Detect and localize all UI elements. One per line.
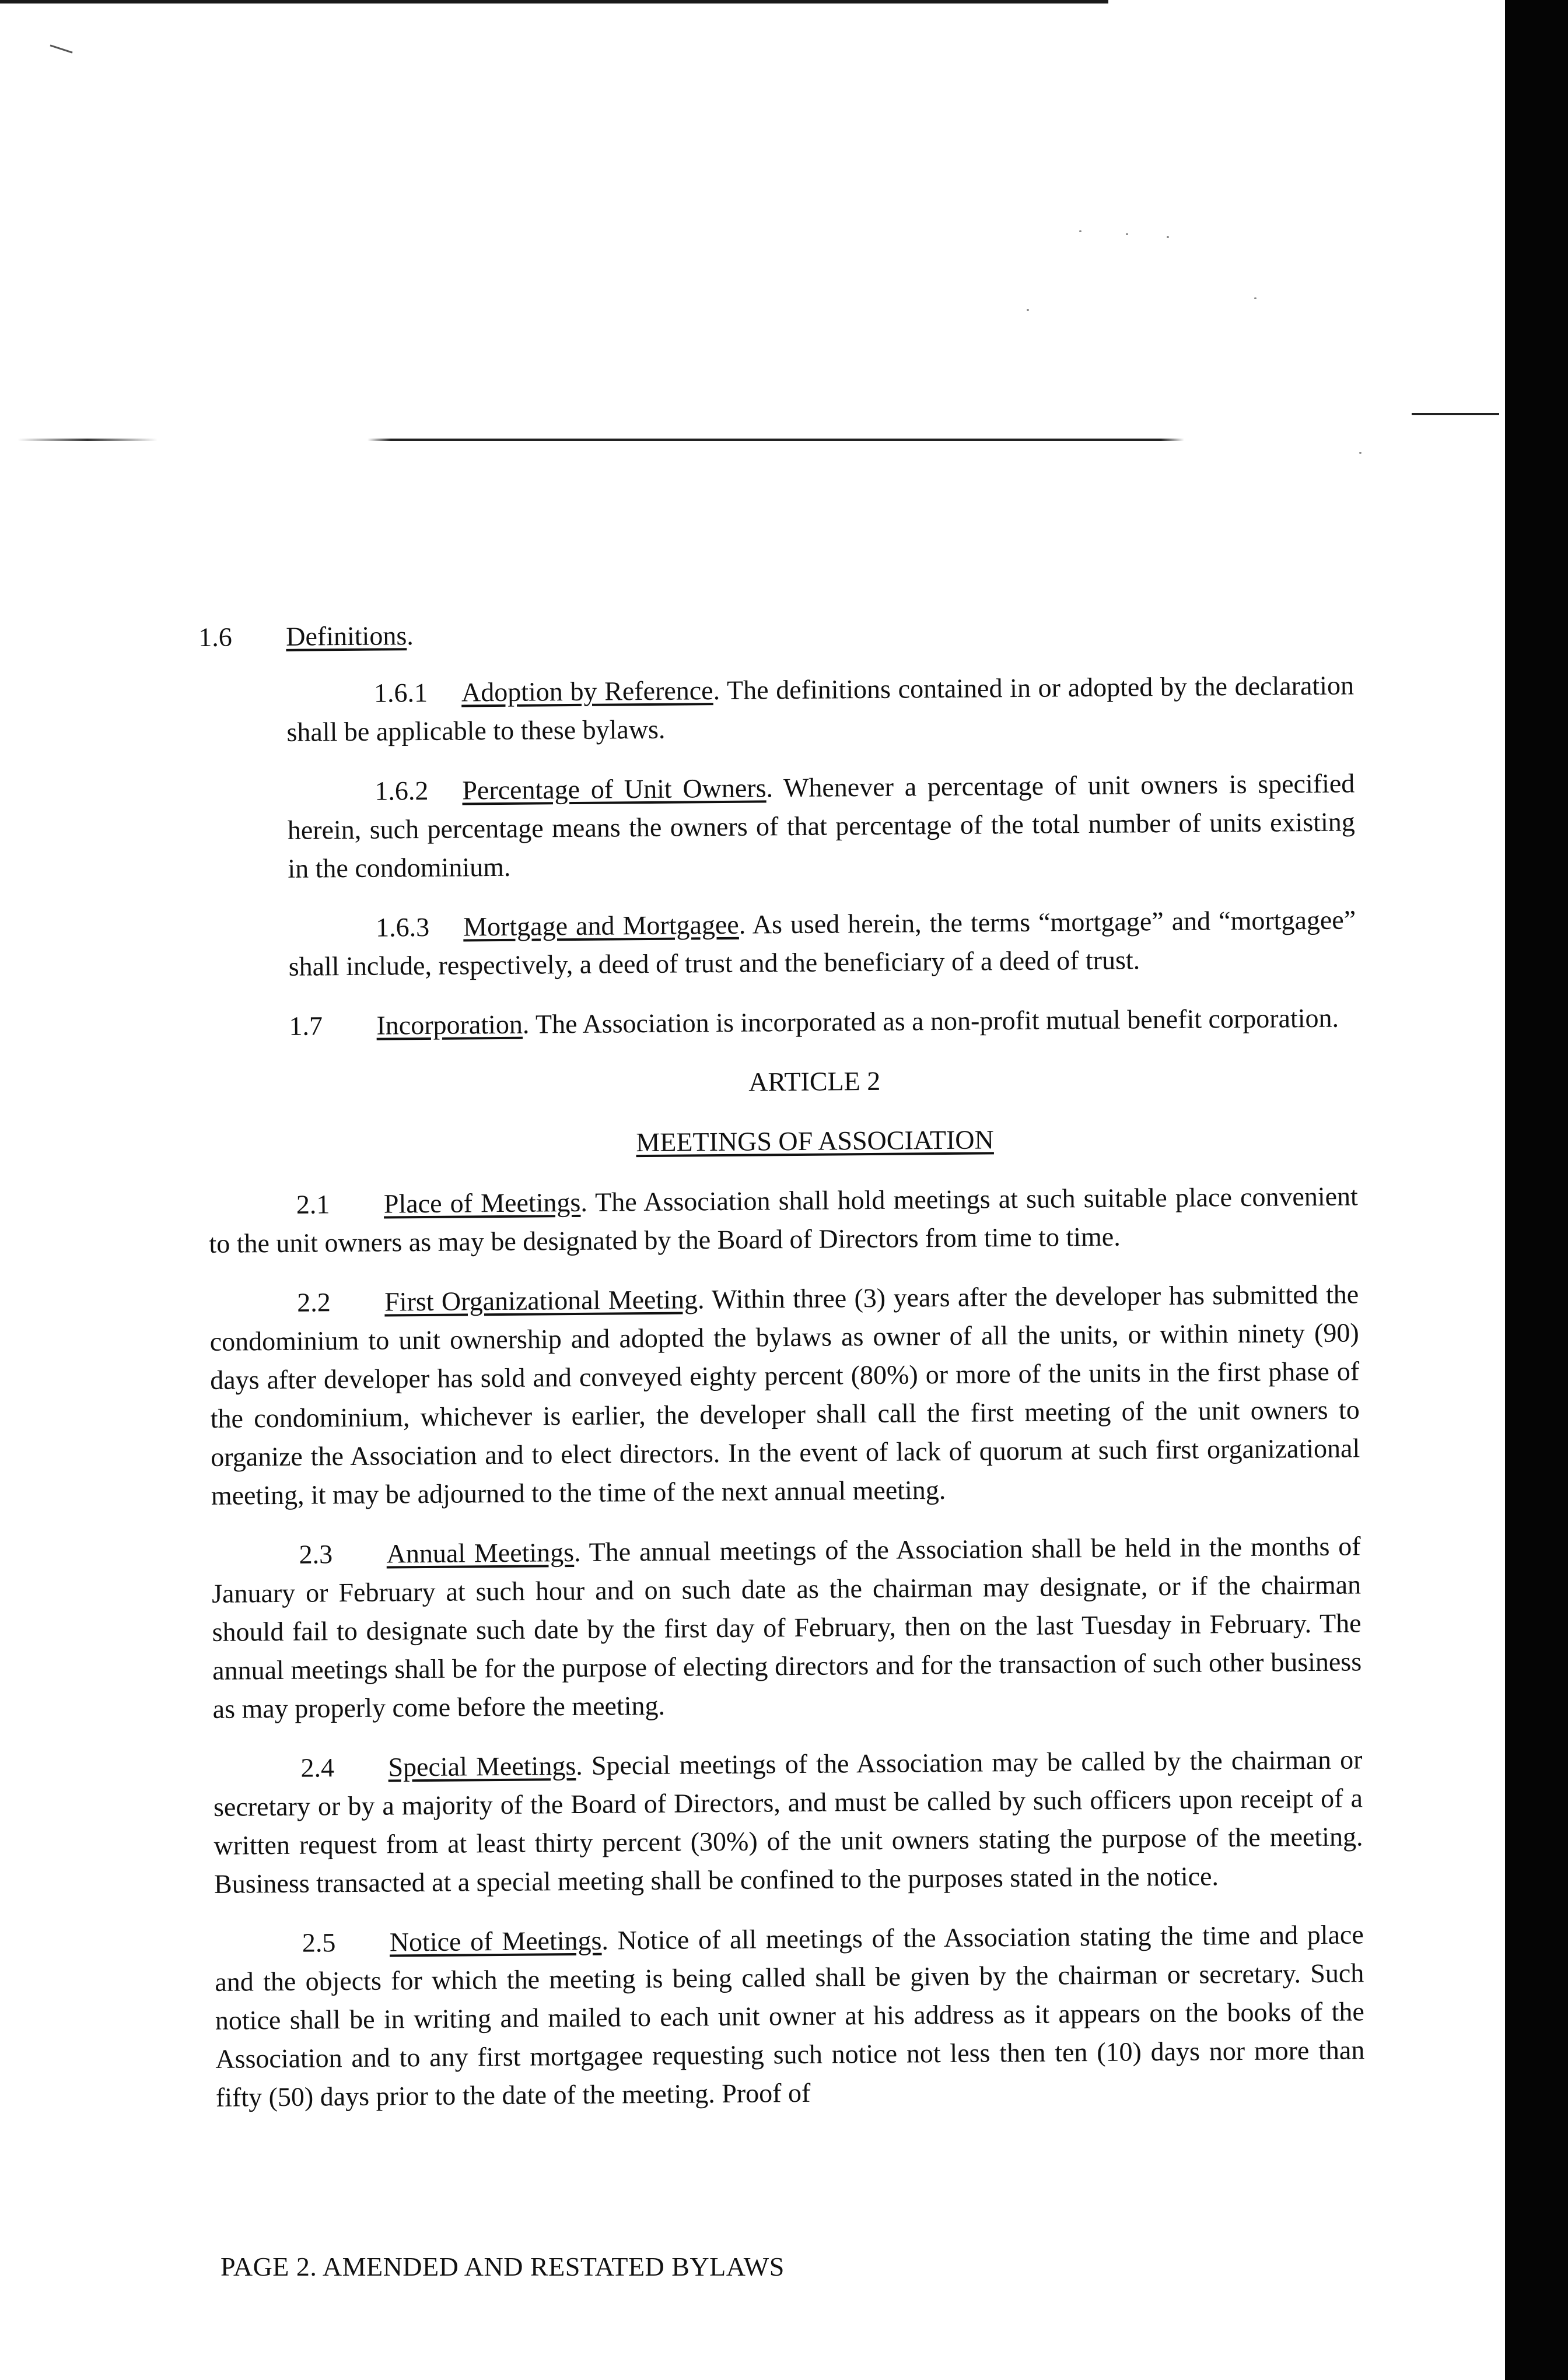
section-1-6-1 — [286, 666, 1354, 751]
section-title: Place of Meetings — [383, 1187, 581, 1219]
section-number: 2.1 — [296, 1189, 330, 1219]
section-2-2 — [209, 1275, 1360, 1515]
section-number: 1.6 — [198, 622, 232, 652]
section-trail: . — [407, 621, 414, 651]
scan-edge-right — [1505, 0, 1568, 2380]
scan-speck — [1079, 230, 1082, 232]
section-text: . The definitions contained in or adopted by the declaration shall be applicable to these bylaws. — [286, 670, 1354, 747]
section-number: 2.5 — [302, 1927, 336, 1958]
document-body — [198, 609, 1365, 2137]
section-title: Incorporation — [376, 1009, 523, 1040]
section-title: First Organizational Meeting — [384, 1284, 698, 1317]
section-number: 2.2 — [297, 1287, 331, 1317]
section-2-4 — [213, 1740, 1363, 1903]
page-footer: PAGE 2. AMENDED AND RESTATED BYLAWS — [220, 2252, 785, 2281]
section-1-7 — [195, 998, 1356, 1046]
section-text: . The annual meetings of the Association shall be held in the months of January or February at such hour and on such date as the chairman may designate, or if the chairman should fail to designate such date by the first day of February, then on the last Tuesday in February. The annual meetings shall be for the purpose of electing directors and for the transaction of such other business as may properly come before the meeting. — [211, 1531, 1362, 1724]
section-number: 1.6.1 — [373, 677, 428, 708]
article-title: MEETINGS OF ASSOCIATION — [636, 1124, 994, 1158]
section-text: . As used herein, the terms “mortgage” and “mortgagee” shall include, respectively, a deed of trust and the beneficiary of a deed of trust. — [288, 905, 1356, 982]
scan-edge-top — [0, 0, 1108, 3]
section-text: . Within three (3) years after the developer has submitted the condominium to unit ownership and adopted the bylaws as owner of all the units, or within ninety (90) days after developer has sold and conveyed eighty percent (80%) or more of the units in the first phase of the condominium, whichever is earlier, the developer shall call the first meeting of the unit owners to organize the Association and to elect directors. In the event of lack of quorum at such first organizational meeting, it may be adjourned to the time of the next annual meeting. — [209, 1279, 1360, 1510]
section-number: 2.3 — [299, 1539, 333, 1569]
section-title: Mortgage and Mortgagee — [463, 909, 739, 942]
section-text: . The Association shall hold meetings at such suitable place convenient to the unit owners as may be designated by the Board of Directors from time to time. — [209, 1181, 1359, 1259]
section-number: 2.4 — [300, 1752, 335, 1783]
section-title: Special Meetings — [388, 1750, 576, 1782]
section-2-3 — [211, 1527, 1362, 1728]
scan-speck — [1126, 233, 1128, 235]
scan-mark — [46, 44, 72, 64]
section-title: Annual Meetings — [386, 1537, 575, 1569]
section-2-5 — [215, 1915, 1366, 2116]
fold-line — [18, 439, 1511, 441]
section-text: . Special meetings of the Association may be called by the chairman or secretary or by a majority of the Board of Directors, and must be called by such officers upon receipt of a written request from at least thirty percent (30%) of the unit owners stating the purpose of the meeting. Business transacted at a special meeting shall be confined to the purposes stated in the notice. — [213, 1744, 1363, 1899]
section-number: 1.7 — [289, 1011, 323, 1041]
section-title: Percentage of Unit Owners — [462, 773, 766, 805]
section-2-1 — [209, 1177, 1359, 1263]
section-1-6-3 — [288, 900, 1356, 986]
section-title: Adoption by Reference — [461, 675, 713, 707]
section-1-6 — [198, 609, 1353, 657]
scan-speck — [1359, 452, 1362, 454]
section-title: Notice of Meetings — [389, 1925, 602, 1957]
section-text: . Whenever a percentage of unit owners is specified herein, such percentage means the owners of that percentage of the total number of units existing in the condominium. — [287, 768, 1356, 884]
fold-line-right — [1412, 413, 1499, 415]
scan-speck — [1027, 309, 1029, 311]
scan-speck — [1167, 236, 1169, 238]
scan-speck — [1254, 297, 1256, 299]
section-title: Definitions — [286, 621, 407, 651]
section-text: . The Association is incorporated as a non-profit mutual benefit corporation. — [522, 1003, 1339, 1039]
section-number: 1.6.3 — [375, 912, 430, 942]
article-title-wrap — [202, 1117, 1357, 1165]
section-text: . Notice of all meetings of the Association stating the time and place and the objects for which the meeting is being called shall be given by the chairman or secretary. Such notice shall be in writing and mailed to each unit owner at his address as it appears on the books of the Association and to any first mortgagee requesting such notice not less then ten (10) days nor more than fifty (50) days prior to the date of the meeting. Proof of — [215, 1919, 1365, 2112]
section-1-6-2 — [287, 764, 1355, 888]
article-heading: ARTICLE 2 — [748, 1065, 881, 1097]
section-number: 1.6.2 — [374, 775, 429, 806]
